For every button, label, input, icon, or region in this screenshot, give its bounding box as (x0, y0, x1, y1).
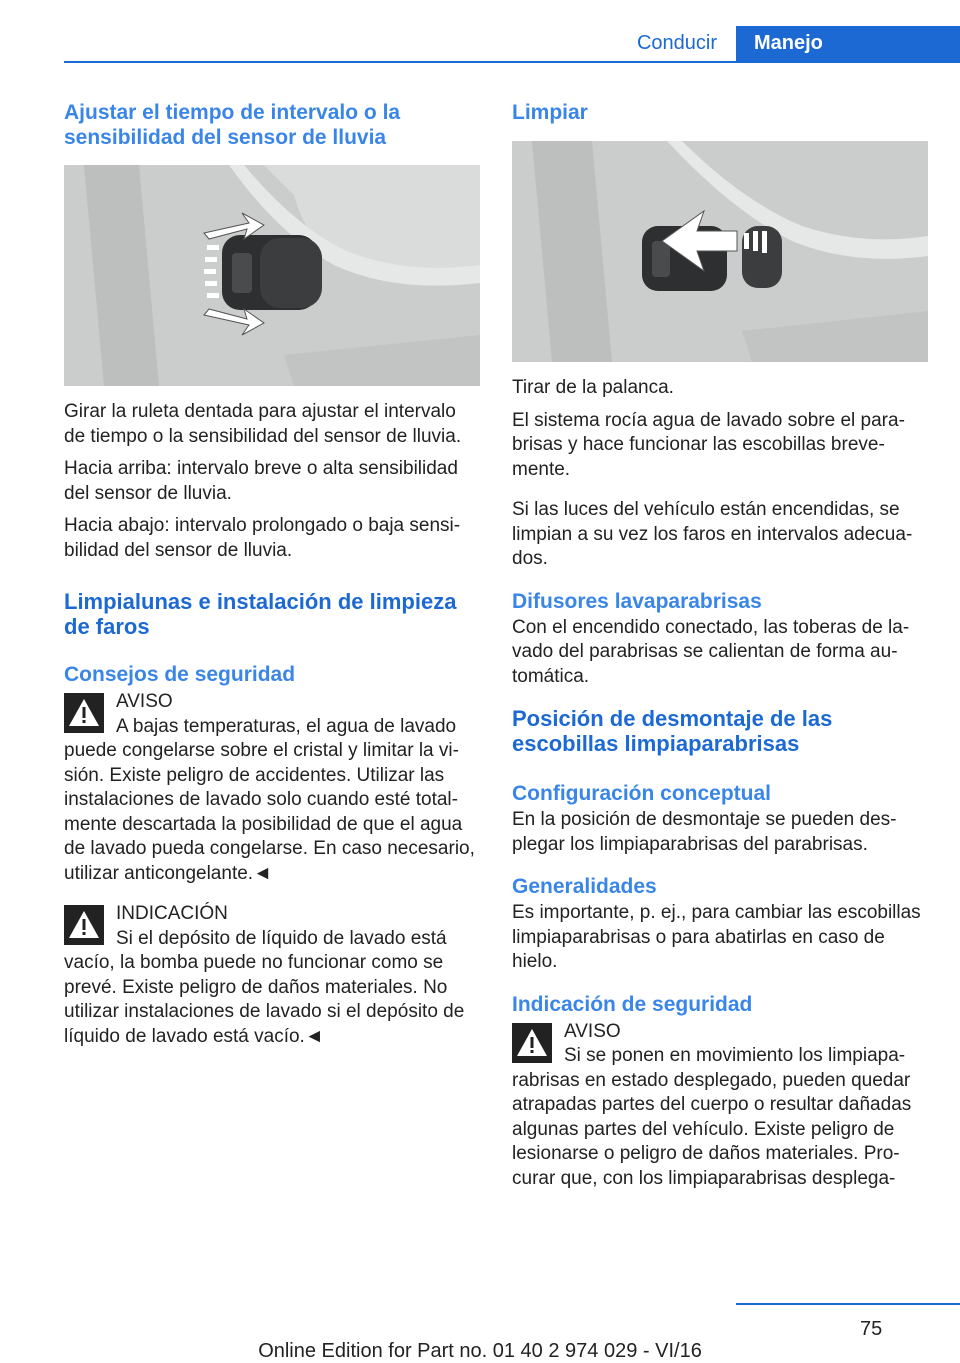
text-girar-ruleta: Girar la ruleta dentada para ajustar el intervalo de tiempo o la sensibilidad del sensor de lluvia. (64, 401, 462, 447)
text-sistema-rocia: El sistema rocía agua de lavado sobre el parabrisas y hace funcionar las escobillas brevemente. (512, 409, 905, 480)
heading-limpiar: Limpiar (512, 101, 588, 124)
warning-title: INDICACIÓN (116, 903, 228, 924)
heading-limpialunas: Limpialunas e instalación de limpieza de faros (64, 589, 457, 639)
warning-title: AVISO (116, 691, 173, 712)
tab-manejo[interactable]: Manejo (736, 26, 960, 62)
footer-edition: Online Edition for Part no. 01 40 2 974 029 - VI/16 (258, 1340, 702, 1362)
figure-wiper-wheel (64, 165, 480, 386)
warning-title: AVISO (564, 1020, 621, 1042)
text-hacia-arriba: Hacia arriba: intervalo breve o alta sensibilidad del sensor de lluvia. (64, 458, 458, 504)
heading-difusores: Difusores lavaparabrisas (512, 589, 762, 613)
figure-wiper-lever (512, 141, 928, 362)
text-difusores: Con el encendido conectado, las toberas de lavado del parabrisas se calientan de forma automática. (512, 616, 910, 687)
warning-body: A bajas temperaturas, el agua de lavado puede congelarse sobre el cristal y limitar la visión. Existe peligro de accidentes. Utilizar las instalaciones de lavado solo cuando esté totalmente descartada la posibilidad de que el agua de lavado pueda congelarse. En caso necesario, utilizar anticongelante.◄ (64, 715, 475, 884)
left-column (64, 100, 480, 1049)
wiper-lever-illustration (512, 141, 928, 362)
warning-triangle-icon (512, 1023, 552, 1063)
page-number: 75 (860, 1318, 883, 1340)
text-luces: Si las luces del vehículo están encendidas, se limpian a su vez los faros en intervalos adecuados. (512, 499, 913, 569)
wiper-wheel-illustration (64, 165, 480, 386)
text-hacia-abajo: Hacia abajo: intervalo prolongado o baja sensibilidad del sensor de lluvia. (64, 515, 461, 561)
heading-indicacion-seguridad: Indicación de seguridad (512, 992, 753, 1016)
warning-indicacion (64, 902, 480, 1049)
footer-rule (736, 1303, 960, 1305)
tab-conducir[interactable]: Conducir (636, 32, 718, 54)
warning-text (64, 927, 480, 1050)
heading-consejos: Consejos de seguridad (64, 663, 296, 686)
heading-configuracion: Configuración conceptual (512, 782, 772, 805)
heading-generalidades: Generalidades (512, 875, 657, 898)
heading-posicion-desmontaje: Posición de desmontaje de las escobillas limpiaparabrisas (512, 706, 833, 756)
header-rule (64, 61, 960, 63)
text-configuracion: En la posición de desmontaje se pueden desplegar los limpiaparabrisas del parabrisas. (512, 809, 897, 855)
warning-aviso-1 (64, 690, 480, 886)
heading-intervalo: Ajustar el tiempo de intervalo o la sensibilidad del sensor de lluvia (64, 101, 401, 149)
warning-aviso-2 (512, 1020, 928, 1192)
warning-triangle-icon (64, 905, 104, 945)
warning-triangle-icon (64, 693, 104, 733)
warning-body: Si se ponen en movimiento los limpiaparabrisas en estado desplegado, pueden quedar atrapadas partes del cuerpo o resultar dañadas algunas partes del vehículo. Existe peligro de lesionarse o peligro de daños materiales. Procurar que, con los limpiaparabrisas desplega- (512, 1045, 912, 1189)
warning-body: Si el depósito de líquido de lavado está vacío, la bomba puede no funcionar como se prevé. Existe peligro de daños materiales. No utilizar instalaciones de lavado si el depósito de líquido de lavado está vacío.◄ (64, 927, 465, 1047)
right-column (512, 100, 928, 1191)
text-tirar-palanca: Tirar de la palanca. (512, 377, 674, 398)
text-generalidades: Es importante, p. ej., para cambiar las escobillas limpiaparabrisas o para abatirlas en caso de hielo. (512, 902, 921, 972)
warning-text (512, 1044, 928, 1191)
warning-text (64, 715, 480, 887)
